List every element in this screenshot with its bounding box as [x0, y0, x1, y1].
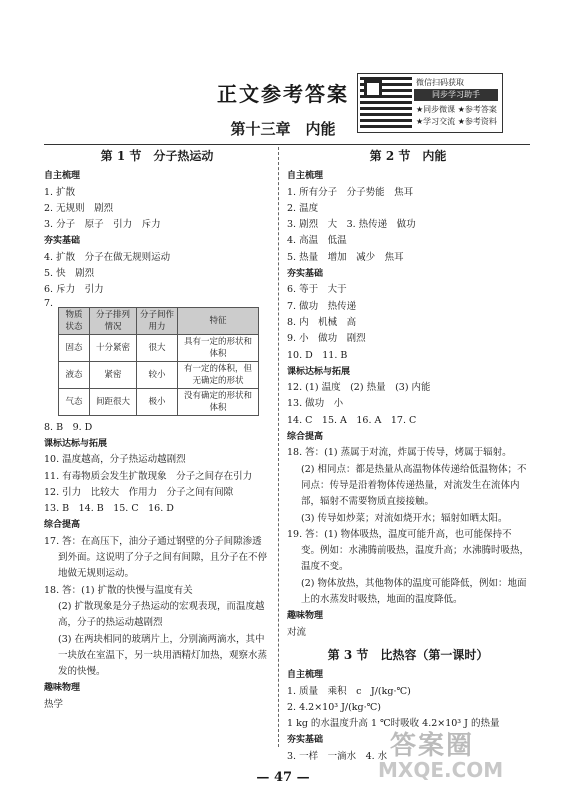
- watermark-logo: 答案圈: [390, 731, 475, 761]
- table-cell: 极小: [137, 388, 178, 415]
- answer: 12. (1) 温度 (2) 热量 (3) 内能: [287, 382, 431, 394]
- subheading: 综合提高: [287, 432, 324, 443]
- table-cell: 较小: [137, 361, 178, 388]
- answer: 13. 做功 小: [287, 398, 344, 410]
- answer: 8. 内 机械 高: [287, 316, 357, 328]
- answer: 18. 答：(1) 扩散的快慢与温度有关: [44, 584, 193, 596]
- section-title: 第 1 节 分子热运动: [100, 149, 214, 163]
- qr-line3: ★同步微课 ★参考答案: [416, 105, 497, 114]
- answer: (2) 物体放热，其他物体的温度可能降低，例如：地面上的水蒸发时吸热，地面的温度降低。: [301, 577, 527, 606]
- table-cell: 具有一定的形状和体积: [178, 334, 259, 361]
- qr-line4: ★学习交流 ★参考资料: [416, 117, 497, 126]
- watermark-url: MXQE.COM: [378, 758, 504, 782]
- table-cell: 液态: [59, 361, 90, 388]
- answer: 10. 温度越高，分子热运动越剧烈: [44, 454, 186, 466]
- answer: 7.: [44, 297, 54, 309]
- section-title: 第 2 节 内能: [369, 149, 447, 163]
- chapter-title: 第十三章 内能: [230, 120, 336, 138]
- table-cell: 固态: [59, 334, 90, 361]
- table-cell: 十分紧密: [90, 334, 137, 361]
- table-header: 物质状态: [59, 307, 90, 334]
- subheading: 综合提高: [44, 520, 81, 531]
- answer: 7. 做功 热传递: [287, 300, 357, 312]
- left-column: [44, 145, 270, 713]
- table-cell: 没有确定的形状和体积: [178, 388, 259, 415]
- subheading: 自主梳理: [287, 670, 324, 681]
- qr-line1: 微信扫码获取: [416, 78, 464, 87]
- subheading: 课标达标与拓展: [44, 438, 108, 449]
- table-cell: 间距很大: [90, 388, 137, 415]
- answer: 14. C 15. A 16. A 17. C: [287, 414, 417, 426]
- answer: 6. 等于 大于: [287, 284, 347, 296]
- answer: 17. 答：在高压下，油分子通过钢壁的分子间隙渗透到外面。这说明了分子之间有间隙，且分子在不停地做无规则运动。: [44, 535, 268, 580]
- answer: 3. 一样 一滴水 4. 水: [287, 750, 388, 762]
- page-number: — 47 —: [256, 770, 310, 785]
- answer: (2) 扩散现象是分子热运动的宏观表现，而温度越高，分子的热运动越剧烈: [58, 600, 265, 629]
- answer: 1. 所有分子 分子势能 焦耳: [287, 186, 414, 198]
- answer: 2. 4.2×10³ J/(kg·℃): [287, 701, 381, 713]
- answer: 8. B 9. D: [44, 421, 93, 433]
- table-header: 分子排列情况: [90, 307, 137, 334]
- states-of-matter-table: [58, 307, 259, 416]
- table-cell: 很大: [137, 334, 178, 361]
- answer: 10. D 11. B: [287, 349, 348, 361]
- answer: 4. 高温 低温: [287, 235, 347, 247]
- subheading: 夯实基础: [44, 236, 81, 247]
- qr-promo-box[interactable]: [357, 73, 503, 133]
- answer: 12. 引力 比较大 作用力 分子之间有间隙: [44, 486, 234, 498]
- subheading: 自主梳理: [44, 171, 81, 182]
- subheading: 趣味物理: [287, 611, 324, 622]
- subheading: 夯实基础: [287, 735, 324, 746]
- answer: 热学: [44, 698, 64, 710]
- subheading: 自主梳理: [287, 171, 324, 182]
- right-column: [287, 145, 529, 765]
- answer: 11. 有毒物质会发生扩散现象 分子之间存在引力: [44, 470, 253, 482]
- table-cell: 紧密: [90, 361, 137, 388]
- answer: 9. 小 做功 剧烈: [287, 333, 366, 345]
- answer: 6. 斥力 引力: [44, 284, 104, 296]
- answer: 3. 分子 原子 引力 斥力: [44, 219, 161, 231]
- qr-banner: 同步学习助手: [414, 89, 498, 101]
- table-cell: 有一定的体积，但无确定的形状: [178, 361, 259, 388]
- answer: 1. 质量 乘积 c J/(kg·℃): [287, 685, 411, 697]
- column-divider: [278, 147, 280, 747]
- answer: 1. 扩散: [44, 186, 76, 198]
- answer: 2. 温度: [287, 202, 319, 214]
- answer: 2. 无规则 剧烈: [44, 202, 114, 214]
- table-header: 特征: [178, 307, 259, 334]
- subheading: 课标达标与拓展: [287, 366, 351, 377]
- answer: 对流: [287, 626, 307, 638]
- answer: 13. B 14. B 15. C 16. D: [44, 503, 174, 515]
- answer: (3) 传导如炒菜；对流如烧开水；辐射如晒太阳。: [301, 512, 508, 524]
- answer: 5. 快 剧烈: [44, 268, 95, 280]
- answer: (3) 在两块相同的玻璃片上，分别滴两滴水，其中一块放在室温下，另一块用酒精灯加热，观察水蒸发的快慢。: [58, 633, 268, 678]
- section-title: 第 3 节 比热容（第一课时）: [327, 647, 489, 662]
- answer: 19. 答：(1) 物体吸热，温度可能升高，也可能保持不变。例如：水沸腾前吸热，温度升高；水沸腾时吸热，温度不变。: [287, 528, 530, 573]
- subheading: 夯实基础: [287, 269, 324, 280]
- page-title: 正文参考答案: [217, 82, 349, 106]
- answer: 4. 扩散 分子在做无规则运动: [44, 251, 171, 263]
- answer: 3. 剧烈 大 3. 热传递 做功: [287, 219, 416, 231]
- answer: (2) 相同点：都是热量从高温物体传递给低温物体；不同点：传导是沿着物体传递热量，对流发生在流体内部，辐射不需要物质直接接触。: [301, 463, 527, 508]
- table-cell: 气态: [59, 388, 90, 415]
- subheading: 趣味物理: [44, 683, 81, 694]
- answer: 5. 热量 增加 减少 焦耳: [287, 251, 404, 263]
- qr-code-icon[interactable]: [360, 76, 412, 128]
- answer: 18. 答：(1) 蒸属于对流，炸属于传导，烤属于辐射。: [287, 447, 512, 459]
- answer: 1 kg 的水温度升高 1 ℃时吸收 4.2×10³ J 的热量: [287, 718, 500, 730]
- table-header: 分子间作用力: [137, 307, 178, 334]
